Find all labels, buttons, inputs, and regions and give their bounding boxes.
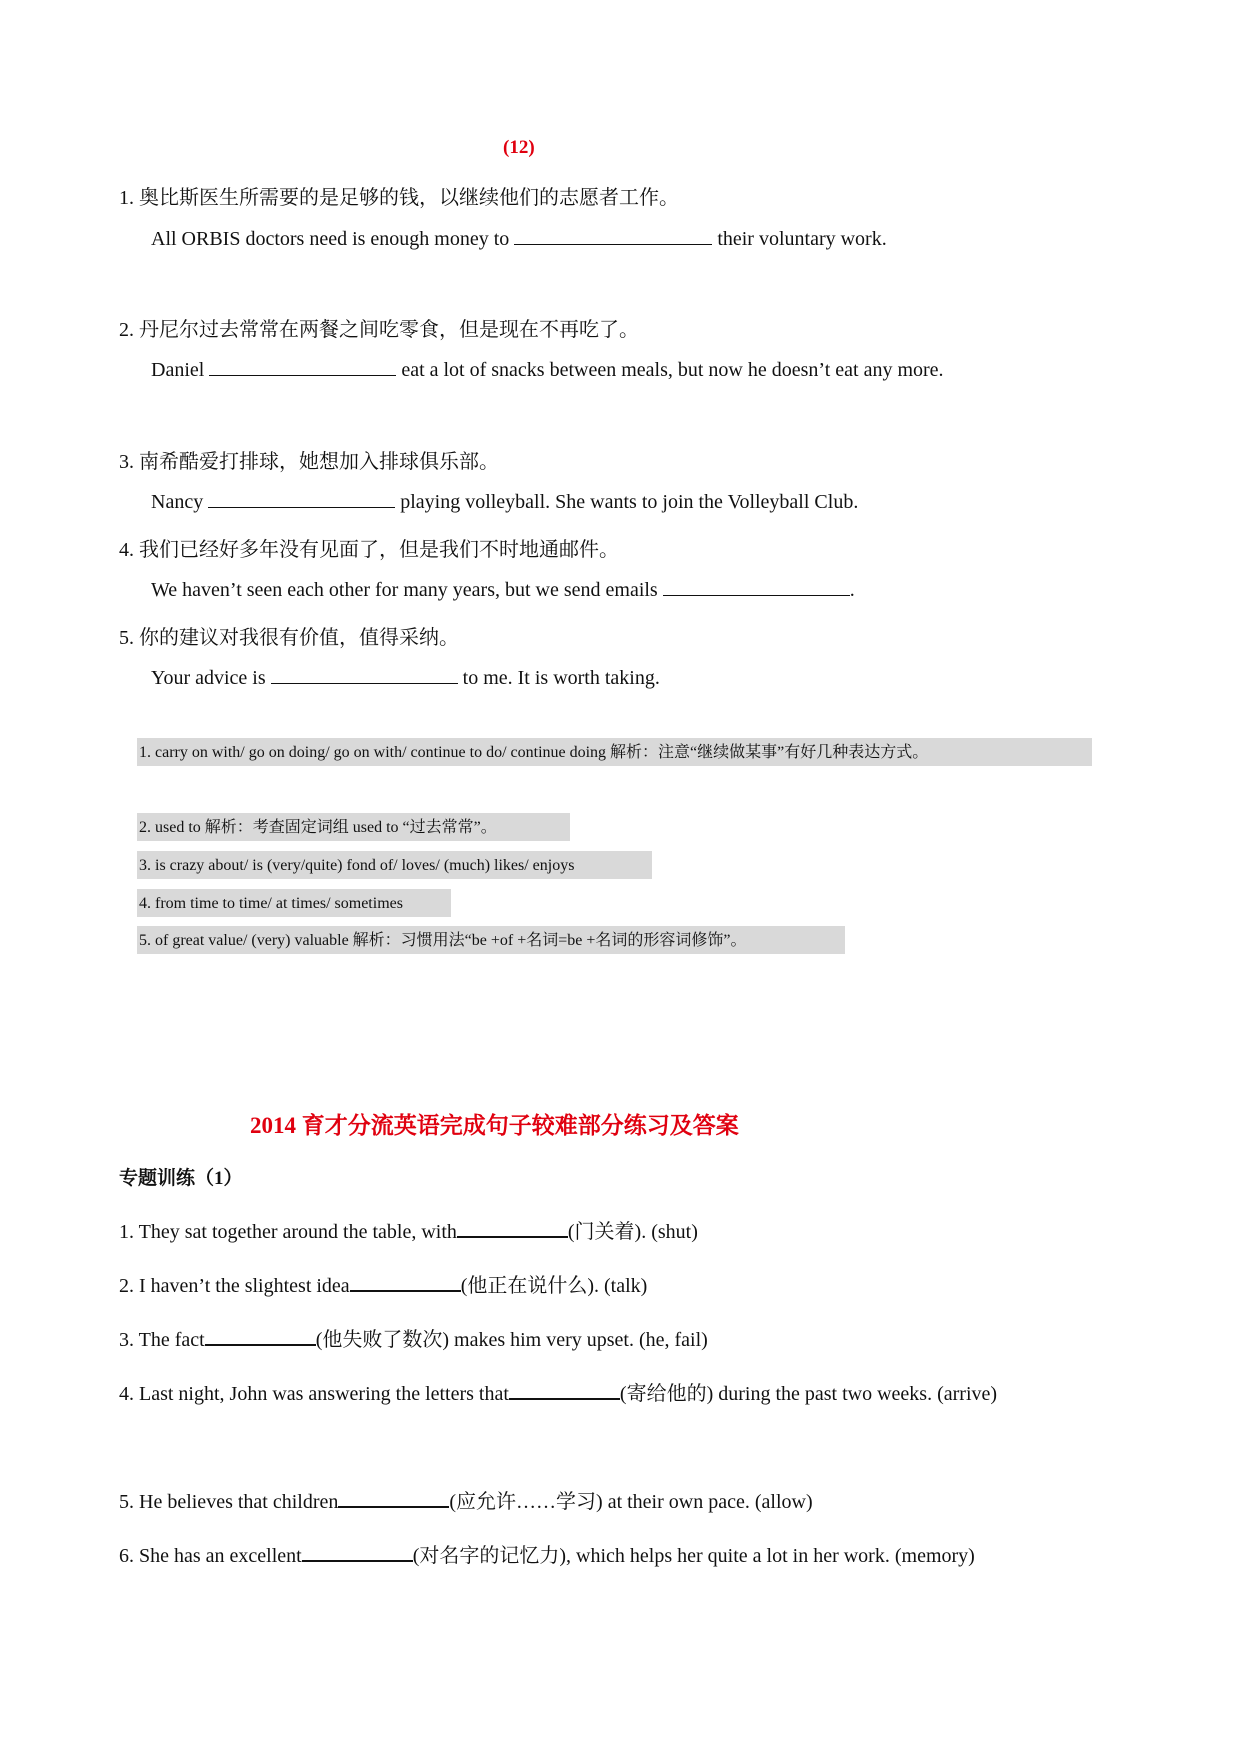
exercise-4-text-after: (寄给他的) during the past two weeks. (arrive) [619,1383,998,1405]
question-5-text-before: Your advice is [151,667,271,689]
exercise-2-text-before: 2. I haven’t the slightest idea [119,1275,350,1297]
question-2-chinese: 2. 丹尼尔过去常常在两餐之间吃零食，但是现在不再吃了。 [119,319,639,341]
question-4-english [151,577,855,602]
answer-5: 5. of great value/ (very) valuable 解析：习惯用法“be +of +名词=be +名词的形容词修饰”。 [137,926,845,954]
question-2-english [151,357,944,382]
question-3-text-before: Nancy [151,491,209,513]
question-2-text-after: eat a lot of snacks between meals, but now he doesn’t eat any more. [396,359,944,381]
exercise-6-blank[interactable] [302,1542,413,1562]
exercise-3-text-after: (他失败了数次) makes him very upset. (he, fail) [315,1329,708,1351]
question-4-chinese: 4. 我们已经好多年没有见面了，但是我们不时地通邮件。 [119,539,619,561]
exercise-2 [119,1269,647,1298]
question-1-text-after: their voluntary work. [712,228,887,250]
question-4-blank[interactable] [663,577,850,596]
question-5-text-after: to me. It is worth taking. [457,667,660,689]
exercise-4 [119,1377,997,1406]
question-5-chinese: 5. 你的建议对我很有价值，值得采纳。 [119,627,459,649]
question-5-english [151,665,660,690]
exercise-5-text-before: 5. He believes that children [119,1491,339,1513]
question-2-text-before: Daniel [151,359,210,381]
question-4-text-before: We haven’t seen each other for many years, but we send emails [151,579,663,601]
section-2-title: 2014 育才分流英语完成句子较难部分练习及答案 [250,1113,739,1138]
section-2-subtitle: 专题训练（1） [119,1168,243,1189]
question-3-chinese: 3. 南希酷爱打排球，她想加入排球俱乐部。 [119,451,499,473]
answer-3: 3. is crazy about/ is (very/quite) fond of/ loves/ (much) likes/ enjoys [137,851,652,879]
exercise-5-text-after: (应允许……学习) at their own pace. (allow) [449,1491,813,1513]
exercise-1-text-after: (门关着). (shut) [567,1221,698,1243]
exercise-3-text-before: 3. The fact [119,1329,205,1351]
question-4-text-after: . [849,579,855,601]
exercise-1-text-before: 1. They sat together around the table, with [119,1221,457,1243]
section-number: (12) [503,137,535,158]
exercise-4-text-before: 4. Last night, John was answering the letters that [119,1383,509,1405]
exercise-6-text-after: (对名字的记忆力), which helps her quite a lot in her work. (memory) [412,1545,975,1567]
exercise-6-text-before: 6. She has an excellent [119,1545,302,1567]
question-1-blank[interactable] [514,226,712,245]
question-2-blank[interactable] [209,357,396,376]
exercise-1 [119,1215,698,1244]
exercise-6 [119,1539,975,1568]
question-3-text-after: playing volleyball. She wants to join the Volleyball Club. [395,491,859,513]
exercise-1-blank[interactable] [457,1218,568,1238]
question-5-blank[interactable] [271,665,458,684]
exercise-5 [119,1485,813,1514]
question-1-chinese: 1. 奥比斯医生所需要的是足够的钱，以继续他们的志愿者工作。 [119,187,679,209]
answer-1: 1. carry on with/ go on doing/ go on with/ continue to do/ continue doing 解析：注意“继续做某事”有好几种表达方式。 [137,738,1092,766]
answer-2: 2. used to 解析：考查固定词组 used to “过去常常”。 [137,813,570,841]
exercise-3 [119,1323,708,1352]
exercise-2-text-after: (他正在说什么). (talk) [460,1275,648,1297]
answer-4: 4. from time to time/ at times/ sometimes [137,889,451,917]
exercise-3-blank[interactable] [205,1326,316,1346]
exercise-2-blank[interactable] [350,1272,461,1292]
question-1-text-before: All ORBIS doctors need is enough money to [151,228,515,250]
question-3-blank[interactable] [208,489,395,508]
exercise-5-blank[interactable] [338,1488,449,1508]
question-3-english [151,489,858,514]
question-1-english [151,226,887,251]
exercise-4-blank[interactable] [509,1380,620,1400]
